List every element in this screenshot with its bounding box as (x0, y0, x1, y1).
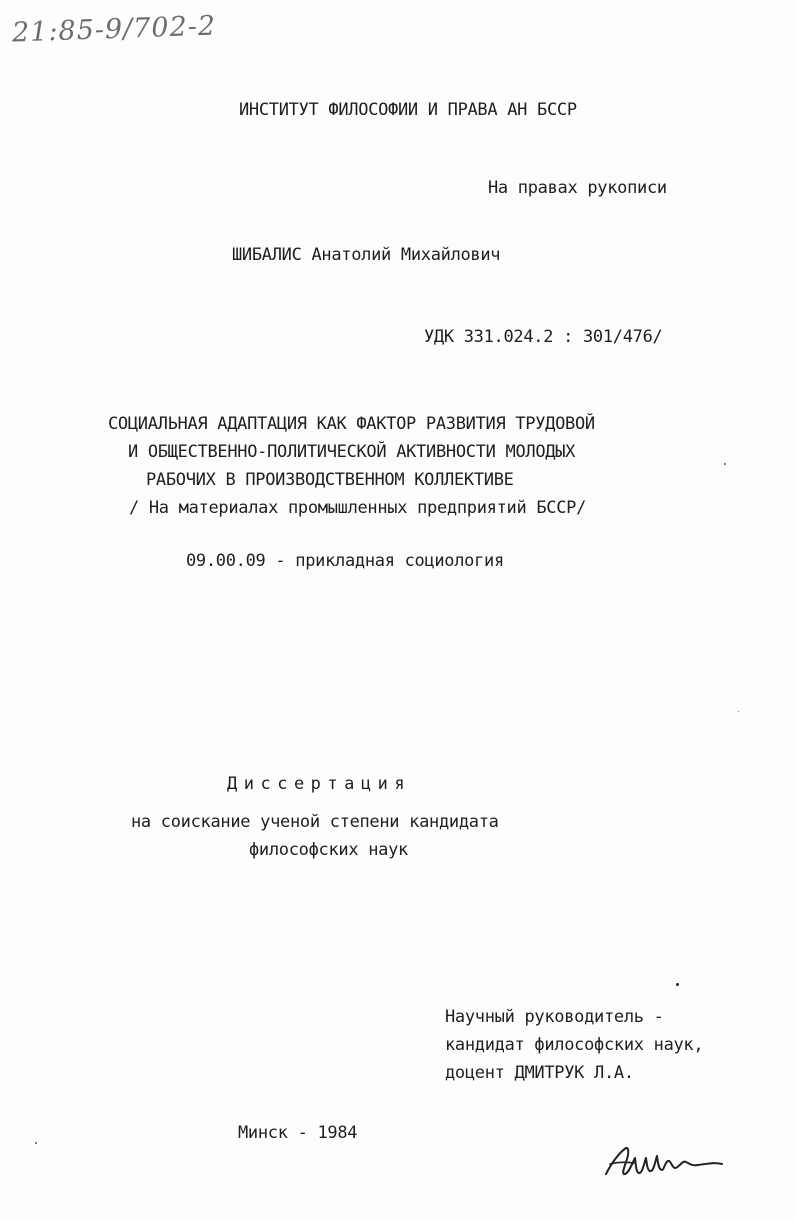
title-line-1: СОЦИАЛЬНАЯ АДАПТАЦИЯ КАК ФАКТОР РАЗВИТИЯ ТРУДОВОЙ (108, 414, 595, 434)
paper-speck (676, 983, 679, 986)
advisor-line-2: кандидат философских наук, (445, 1035, 704, 1055)
archive-mark: 21:85-9/702-2 (11, 10, 217, 49)
handwritten-signature-icon (602, 1140, 727, 1186)
title-subtitle: / На материалах промышленных предприятий БССР/ (129, 498, 587, 518)
author-name: ШИБАЛИС Анатолий Михайлович (232, 245, 501, 265)
degree-line-1: на соискание ученой степени кандидата (131, 812, 499, 832)
paper-speck (35, 1142, 37, 1144)
title-line-3: РАБОЧИХ В ПРОИЗВОДСТВЕННОМ КОЛЛЕКТИВЕ (146, 470, 514, 490)
title-line-2: И ОБЩЕСТВЕННО-ПОЛИТИЧЕСКОЙ АКТИВНОСТИ МОЛОДЫХ (128, 442, 576, 462)
document-type: Диссертация (227, 774, 412, 794)
degree-line-2: философских наук (249, 840, 408, 860)
rights-note: На правах рукописи (488, 178, 667, 198)
place-and-year: Минск - 1984 (238, 1123, 358, 1143)
paper-speck (738, 711, 739, 712)
advisor-line-3: доцент ДМИТРУК Л.А. (445, 1063, 634, 1083)
specialty-code: 09.00.09 - прикладная социология (186, 551, 504, 571)
institute-name: ИНСТИТУТ ФИЛОСОФИИ И ПРАВА АН БССР (239, 100, 577, 120)
paper-speck (724, 463, 726, 465)
udc-code: УДК 331.024.2 : 301/476/ (424, 327, 663, 347)
advisor-line-1: Научный руководитель - (445, 1007, 664, 1027)
